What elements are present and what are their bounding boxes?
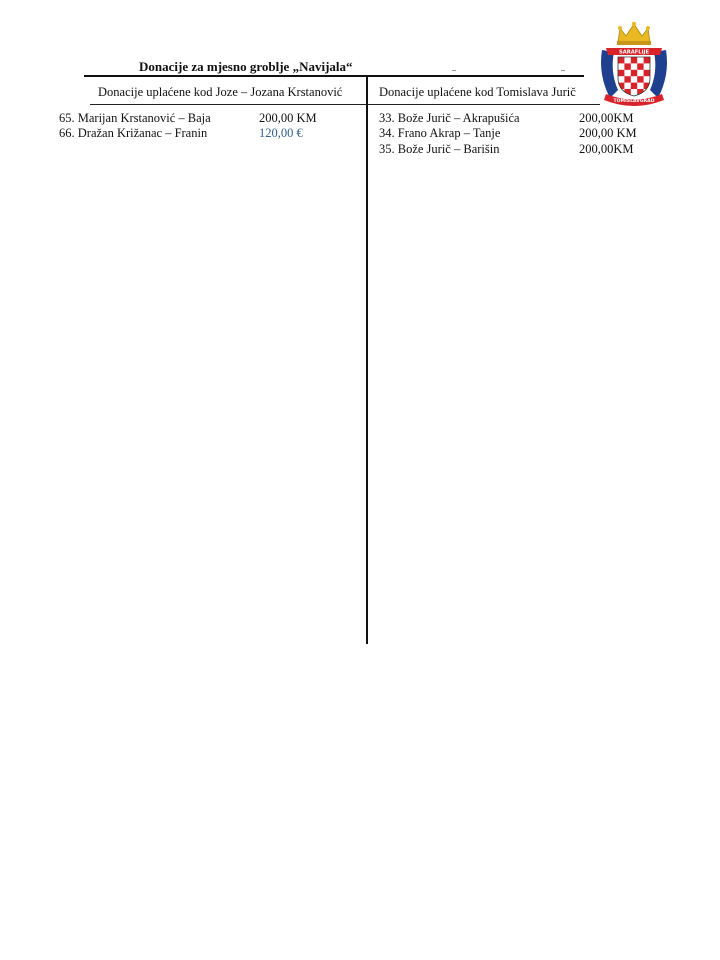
donor-name: 65. Marijan Krstanović – Baja: [59, 111, 211, 125]
right-column-header: Donacije uplaćene kod Tomislava Jurič: [379, 85, 576, 99]
donor-name: 34. Frano Akrap – Tanje: [379, 126, 501, 140]
donation-amount: 200,00 KM: [579, 126, 637, 140]
left-column-header: Donacije uplaćene kod Joze – Jozana Krstanović: [98, 85, 343, 99]
rule-mark: [452, 70, 456, 71]
donor-name: 33. Bože Jurič – Akrapušića: [379, 111, 520, 125]
column-divider: [366, 77, 368, 644]
donor-name: 35. Bože Jurič – Barišin: [379, 142, 500, 156]
rule-mark: [561, 70, 565, 71]
logo-top-text: SARAFLIJE: [618, 49, 650, 56]
title-underline: [84, 75, 584, 77]
page-title: Donacije za mjesno groblje „Navijala“: [139, 59, 353, 74]
donation-amount: 200,00KM: [579, 142, 634, 156]
donation-amount: 200,00 KM: [259, 111, 317, 125]
crown-icon: [617, 22, 651, 45]
donor-name: 66. Dražan Križanac – Franin: [59, 126, 208, 140]
donation-amount: 120,00 €: [259, 126, 303, 140]
logo-bottom-text: TOMISLAVGRAD: [613, 99, 655, 104]
header-separator: [90, 104, 600, 105]
donation-amount: 200,00KM: [579, 111, 634, 125]
crest-logo-icon: [594, 20, 674, 110]
